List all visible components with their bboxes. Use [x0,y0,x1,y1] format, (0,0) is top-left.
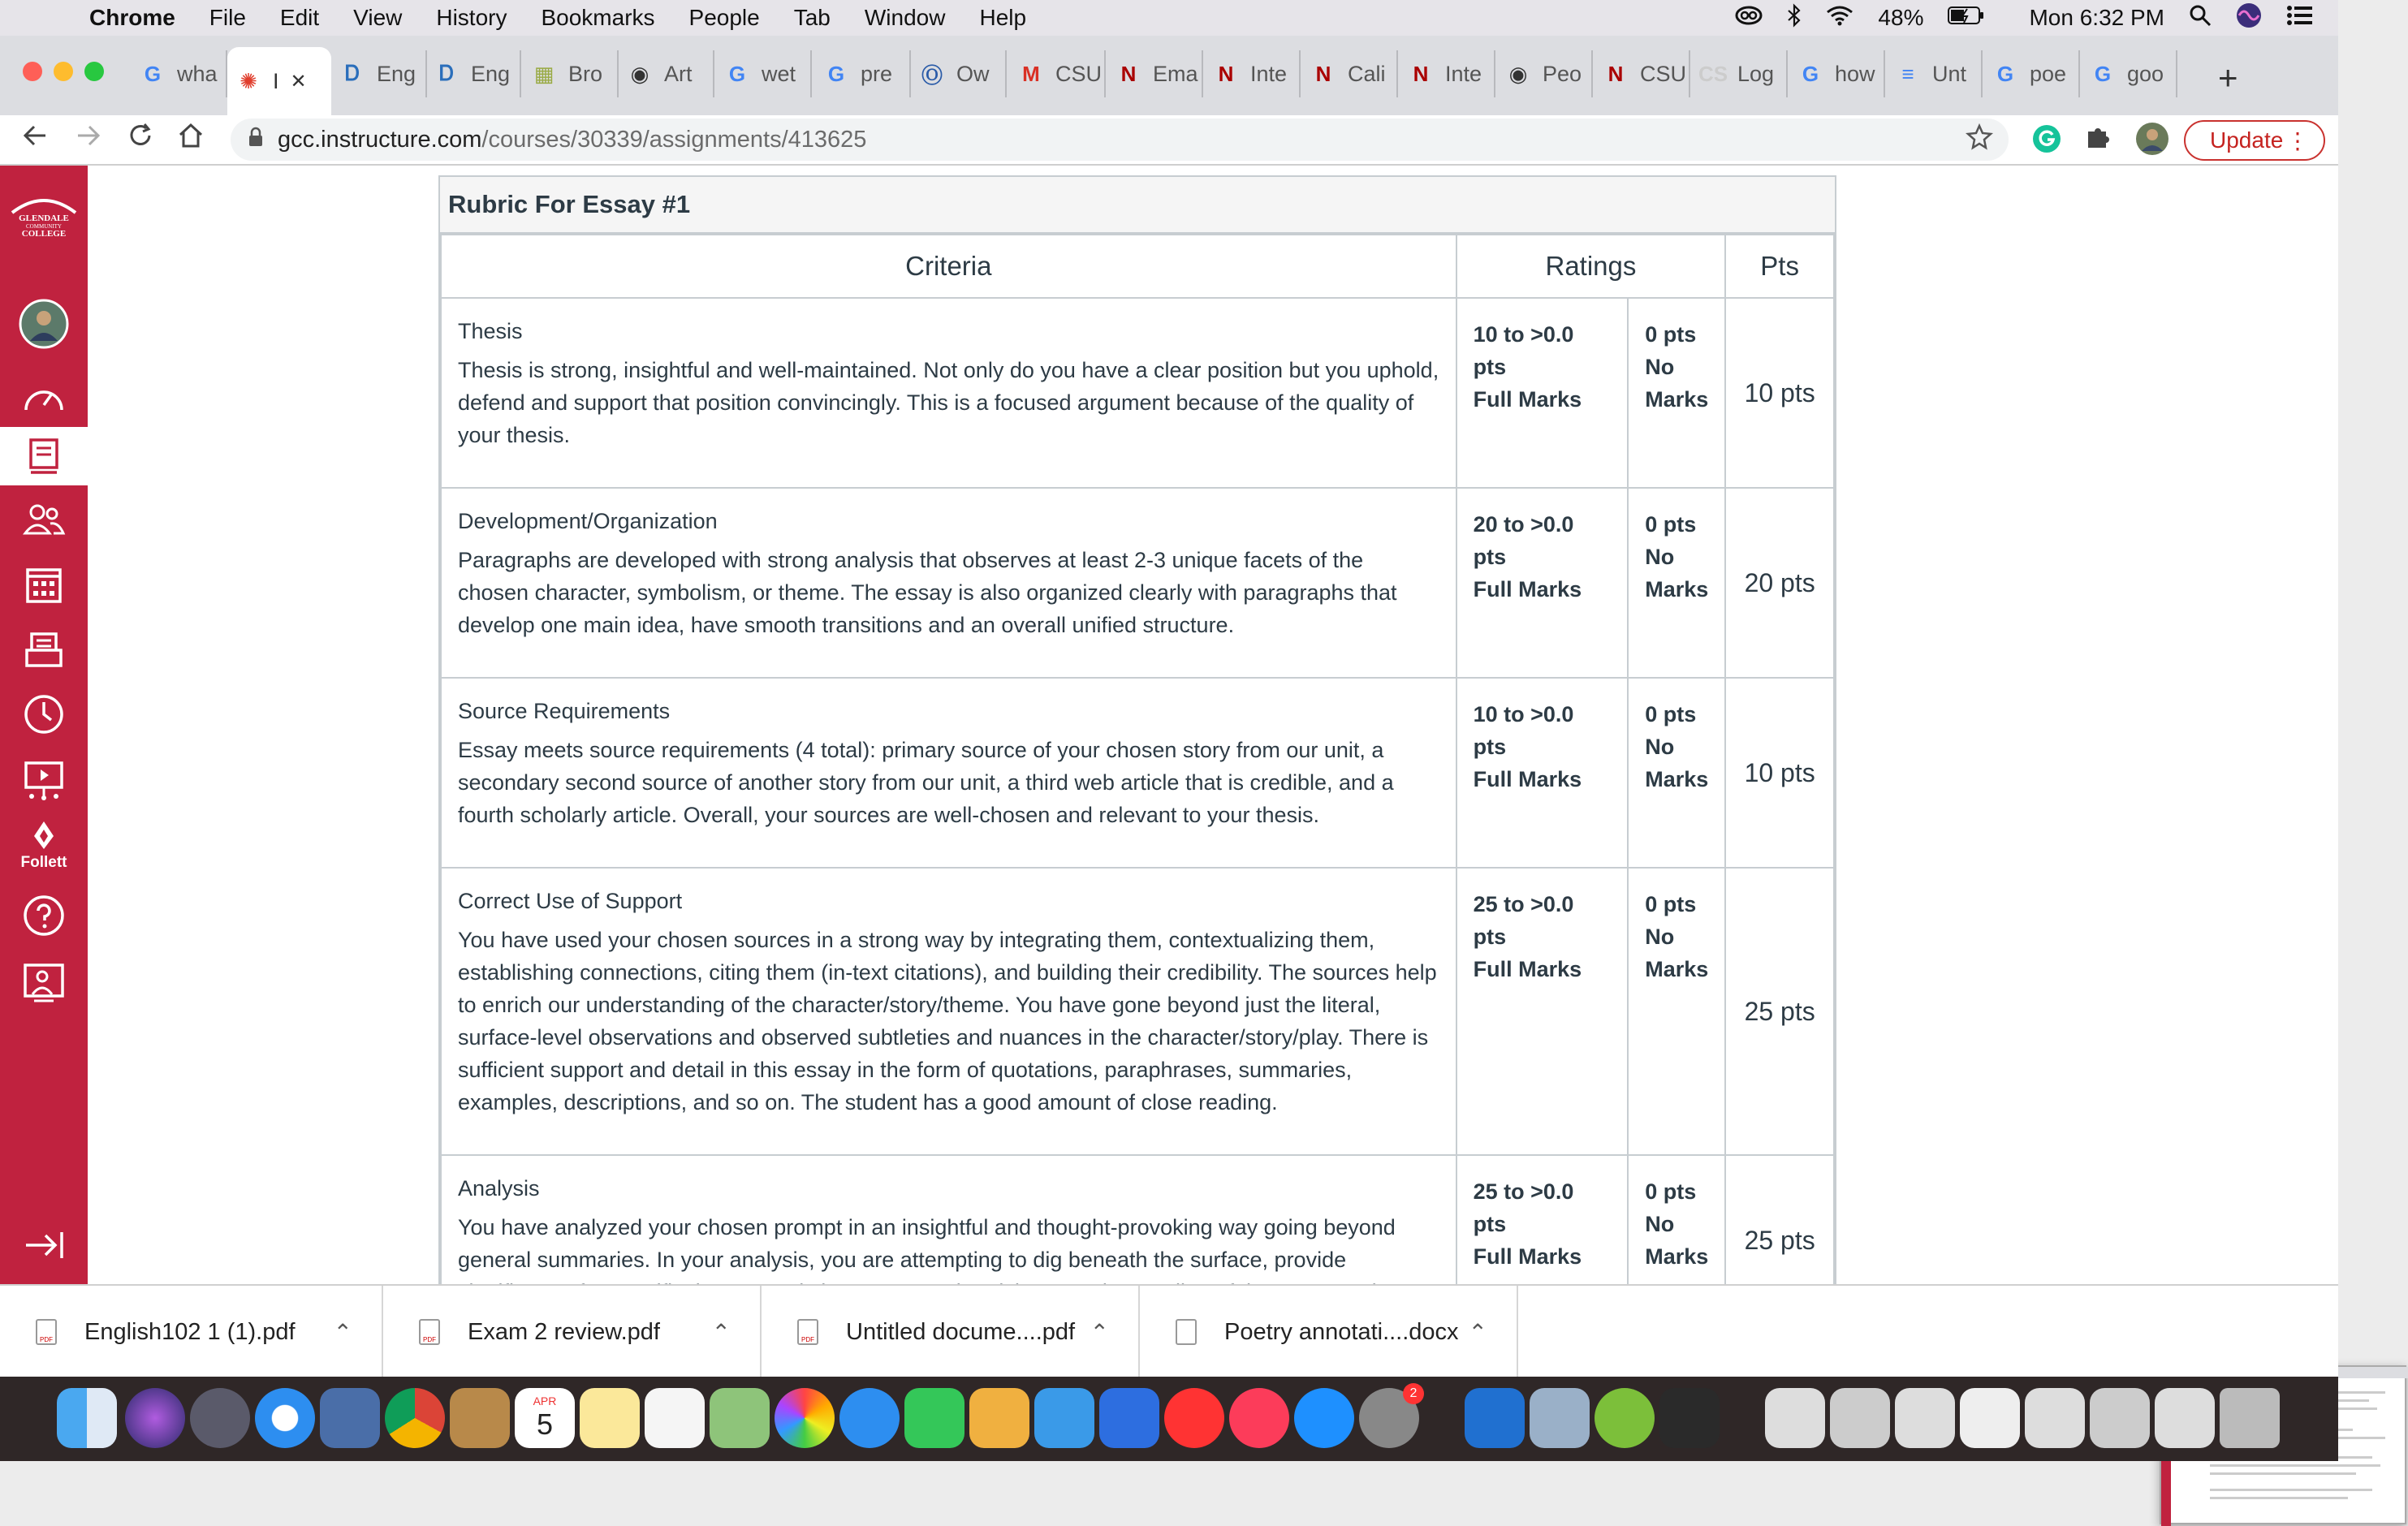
rating-range: 10 to >0.0 pts [1473,322,1574,379]
rubric-criterion-row [441,488,1834,678]
rating-full-marks [1456,868,1629,1155]
document-stack-icon[interactable] [1960,1388,2020,1448]
chrome-icon[interactable] [385,1388,445,1448]
tab-title: Log [1737,61,1775,86]
rating-no-marks [1628,868,1725,1155]
document-file-icon [1176,1319,1197,1345]
criterion-cell [441,678,1456,868]
reload-icon[interactable] [127,122,154,157]
document-stack-icon[interactable] [2155,1388,2215,1448]
google-icon: G [1996,61,2014,86]
history-clock-icon[interactable] [0,682,88,747]
menu-help[interactable]: Help [979,5,1027,30]
rating-points: 0 pts [1645,892,1697,916]
tab-title: wet [762,61,796,86]
tab-title: Cali [1348,61,1386,86]
pdf-file-icon: PDF [36,1319,57,1345]
google-icon: G [144,61,162,86]
rubric-table [440,234,1835,1326]
news-icon[interactable] [1164,1388,1224,1448]
rating-full-marks [1456,488,1629,678]
macos-dock [0,1377,2338,1461]
rating-no-marks [1628,678,1725,868]
tab-title: Unt [1932,61,1967,86]
clock[interactable]: Mon 6:32 PM [2029,5,2164,30]
inbox-icon[interactable] [0,617,88,682]
messages-icon[interactable] [839,1388,900,1448]
download-filename: English102 1 (1).pdf [84,1318,296,1345]
rubric-criterion-row [441,868,1834,1155]
menu-bookmarks[interactable]: Bookmarks [541,5,655,30]
rating-range: 20 to >0.0 pts [1473,512,1574,569]
menu-app-name[interactable]: Chrome [89,5,175,30]
canvas-icon: ✺ [240,68,257,93]
menu-tab[interactable]: Tab [793,5,831,30]
home-icon[interactable] [177,122,205,157]
tab-title: CSU [1640,61,1687,86]
browser-tab[interactable] [1984,50,2080,97]
logo-line-3: COLLEGE [21,229,67,239]
tab-title: wha [177,61,218,86]
browser-tab[interactable] [1887,50,1983,97]
update-label: Update [2210,127,2284,153]
browser-tab[interactable] [1789,50,1885,97]
n-icon: N [1413,61,1429,86]
criterion-description: Essay meets source requirements (4 total): primary source of your chosen story from our unit, a secondary second source of another story from our unit, a third web article that is credible, and a fourth scholarly article. Overall, your sources are well-chosen and relevant to your thesis. [458,738,1394,827]
browser-tab[interactable] [1595,50,1690,97]
siri-icon[interactable] [125,1388,185,1448]
criterion-points: 20 pts [1725,488,1834,678]
criterion-name: Source Requirements [458,699,671,723]
document-stack-icon[interactable] [1830,1388,1890,1448]
rating-label: Full Marks [1473,957,1582,981]
system-preferences-icon[interactable] [1359,1388,1419,1448]
address-bar[interactable] [231,119,2009,161]
download-filename: Exam 2 review.pdf [468,1318,660,1345]
pts-header: Pts [1725,235,1834,298]
forward-arrow-icon[interactable] [75,122,102,157]
tab-title: I [273,68,279,93]
cs-icon: CS [1698,61,1728,86]
criterion-points: 25 pts [1725,1155,1834,1326]
rating-label: No Marks [1645,735,1709,791]
battery-icon[interactable] [1948,5,1985,31]
download-item[interactable] [383,1286,762,1378]
download-filename: Poetry annotati....docx [1224,1318,1459,1345]
n-icon: N [1120,61,1137,86]
criterion-points: 10 pts [1725,678,1834,868]
follett-link[interactable] [0,813,88,878]
rubric-header-row [441,235,1834,298]
logo-line-1: GLENDALE [19,213,69,223]
app-store-icon[interactable] [1294,1388,1354,1448]
gmail-icon: M [1022,61,1040,86]
rubric-title: Rubric For Essay #1 [440,177,1835,234]
launchpad-icon[interactable] [190,1388,250,1448]
docs-icon: ≡ [1901,61,1914,86]
criterion-points: 10 pts [1725,298,1834,488]
new-tab-button[interactable]: + [2218,58,2238,97]
tab-title: Ow [956,61,990,86]
browser-tab[interactable] [227,47,331,115]
rating-full-marks [1456,298,1629,488]
browser-tab-strip [0,36,2338,115]
menu-file[interactable]: File [209,5,246,30]
tab-title: Art [664,61,693,86]
finder-icon[interactable] [57,1388,117,1448]
tab-title: Inte [1445,61,1482,86]
calendar-month: APR [533,1395,557,1407]
close-tab-icon[interactable]: ✕ [290,70,307,93]
canvas-global-nav [0,166,88,1284]
url-path: /courses/30339/assignments/413625 [481,126,867,153]
bookmark-star-icon[interactable] [1966,123,1992,157]
browser-tab[interactable] [619,50,714,97]
browser-tab[interactable] [425,50,521,97]
criterion-description: You have analyzed your chosen prompt in an insightful and thought-provoking way going beyond general summaries. In your analysis, you are attempting to dig beneath the surface, provide [458,1215,1396,1272]
browser-tab[interactable] [1692,50,1788,97]
google-icon: G [827,61,845,86]
browser-tab[interactable] [815,50,911,97]
calendar-icon[interactable] [0,552,88,617]
tab-title: Bro [568,61,603,86]
keynote-icon[interactable] [1099,1388,1159,1448]
document-stack-icon[interactable] [2090,1388,2150,1448]
profile-avatar[interactable] [2135,122,2169,164]
criterion-name: Analysis [458,1176,540,1201]
download-item[interactable] [762,1286,1140,1378]
browser-tab[interactable] [1497,50,1593,97]
groups-icon[interactable] [0,490,88,547]
rating-label: Full Marks [1473,767,1582,791]
extensions-puzzle-icon[interactable] [2085,123,2112,159]
browser-tab[interactable] [1400,50,1495,97]
dashboard-icon[interactable] [0,369,88,425]
browser-tab[interactable] [132,50,227,97]
collapse-nav-icon[interactable] [0,1221,88,1270]
menu-view[interactable]: View [353,5,403,30]
preview-app-icon[interactable] [320,1388,380,1448]
ratings-header: Ratings [1456,235,1726,298]
menu-edit[interactable]: Edit [279,5,320,30]
tab-title: CSU [1055,61,1103,86]
tab-title: Eng [471,61,511,86]
pdf-file-icon: PDF [797,1319,818,1345]
browser-tab[interactable] [1107,50,1203,97]
browser-tab[interactable] [2082,50,2177,97]
download-item[interactable] [0,1286,383,1378]
criterion-cell [441,488,1456,678]
rubric-criterion-row [441,298,1834,488]
n-icon: N [1218,61,1234,86]
zoom-window-icon[interactable] [84,62,104,81]
numbers-icon[interactable] [1034,1388,1094,1448]
chevron-up-icon[interactable]: ⌃ [1090,1319,1109,1345]
criterion-cell [441,868,1456,1155]
image-capture-icon[interactable] [1530,1388,1590,1448]
menu-window[interactable]: Window [864,5,946,30]
menu-history[interactable]: History [436,5,507,30]
tab-title: how [1835,61,1875,86]
more-menu-icon[interactable]: ⋮ [2286,127,2309,153]
rating-label: No Marks [1645,355,1709,412]
browser-tab[interactable] [716,50,812,97]
google-icon: G [1802,61,1819,86]
tutoring-icon[interactable] [0,953,88,1013]
globe-icon: ◉ [1508,61,1528,86]
globe-icon: ◉ [630,61,649,86]
chevron-up-icon[interactable]: ⌃ [1468,1319,1487,1345]
browser-toolbar [0,115,2338,166]
control-center-icon[interactable] [2286,5,2314,32]
facetime-icon[interactable] [904,1388,964,1448]
owl-icon: Ⓞ [921,63,943,88]
rating-no-marks [1628,488,1725,678]
downloads-shelf [0,1284,2338,1377]
n-icon: N [1607,61,1624,86]
google-icon: G [2094,61,2112,86]
rating-label: Full Marks [1473,1244,1582,1269]
battery-percent: 48% [1878,5,1924,30]
studio-icon[interactable] [0,747,88,815]
chevron-up-icon[interactable]: ⌃ [711,1319,731,1345]
turnitin-icon: Ꭰ [345,61,360,85]
rating-label: Full Marks [1473,577,1582,601]
rating-range: 10 to >0.0 pts [1473,702,1574,759]
chevron-up-icon[interactable]: ⌃ [333,1319,352,1345]
safari-icon[interactable] [255,1388,315,1448]
tab-title: Eng [377,61,416,86]
criterion-description: Thesis is strong, insightful and well-maintained. Not only do you have a clear position but you uphold, defend and support that position convincingly. This is a focused argument because of the quality of your thesis. [458,358,1439,447]
rating-label: No Marks [1645,545,1709,601]
browser-tab[interactable] [331,50,427,97]
photos-icon[interactable] [775,1388,835,1448]
browser-tab[interactable] [1205,50,1301,97]
siri-icon[interactable] [2236,2,2262,34]
rating-range: 25 to >0.0 pts [1473,1179,1574,1236]
courses-icon[interactable] [0,427,88,485]
rating-points: 0 pts [1645,702,1697,726]
activity-monitor-icon[interactable] [1659,1388,1720,1448]
wifi-icon[interactable] [1826,5,1853,32]
notes-icon[interactable] [580,1388,640,1448]
pdf-file-icon: PDF [419,1319,440,1345]
spotlight-search-icon[interactable] [2189,4,2212,32]
tab-title: pre [861,61,893,86]
browser-tab[interactable] [911,50,1007,97]
update-chrome-button[interactable] [2184,120,2325,161]
rating-label: Full Marks [1473,387,1582,412]
browser-tab[interactable] [1302,50,1398,97]
criterion-name: Correct Use of Support [458,889,683,913]
logo-line-2: COMMUNITY [26,223,62,230]
rubric [438,175,1836,1328]
download-filename: Untitled docume....pdf [846,1318,1076,1345]
rating-range: 25 to >0.0 pts [1473,892,1574,949]
notification-badge: 2 [1403,1383,1424,1404]
menu-people[interactable]: People [688,5,760,30]
help-icon[interactable] [0,888,88,943]
grammarly-icon[interactable] [2031,123,2062,162]
tab-title: Peo [1543,61,1582,86]
follett-label: Follett [20,854,67,871]
college-logo[interactable] [0,180,88,253]
calendar-day: 5 [536,1407,554,1441]
document-stack-icon[interactable] [1895,1388,1955,1448]
download-item[interactable] [1140,1286,1518,1378]
criterion-cell [441,298,1456,488]
rating-points: 0 pts [1645,512,1697,537]
rubric-criterion-row [441,678,1834,868]
n-icon: N [1315,61,1331,86]
pages-icon[interactable] [969,1388,1029,1448]
criterion-description: Paragraphs are developed with strong analysis that observes at least 2-3 unique facets of the chosen character, symbolism, or theme. The essay is also organized clearly with paragraphs that develop one main idea, have smooth transitions and an overall unified structure. [458,548,1397,637]
criterion-name: Thesis [458,319,523,343]
app-icon[interactable] [1595,1388,1655,1448]
bluetooth-icon[interactable] [1787,4,1802,32]
rating-label: No Marks [1645,1212,1709,1269]
bluetooth-file-exchange-icon[interactable] [1465,1388,1525,1448]
turnitin-icon: Ꭰ [439,61,454,85]
rating-points: 0 pts [1645,1179,1697,1204]
rating-points: 0 pts [1645,322,1697,347]
music-icon[interactable] [1229,1388,1289,1448]
url-domain: gcc.instructure.com [278,126,482,153]
maps-icon[interactable] [710,1388,770,1448]
criterion-name: Development/Organization [458,509,718,533]
minimize-window-icon[interactable] [54,62,73,81]
macos-menubar [0,0,2338,36]
criterion-points: 25 pts [1725,868,1834,1155]
app-icon: ▦ [533,61,555,86]
browser-tab[interactable] [1010,50,1106,97]
tab-title: Ema [1153,61,1198,86]
contacts-icon[interactable] [450,1388,510,1448]
tab-title: poe [2030,61,2067,86]
tab-title: Inte [1250,61,1288,86]
reminders-icon[interactable] [645,1388,705,1448]
assignment-page [88,166,2338,1284]
browser-tab[interactable] [523,50,619,97]
close-window-icon[interactable] [23,62,42,81]
criterion-description: You have used your chosen sources in a strong way by integrating them, contextualizing them, establishing connections, citing them (in-text citations), and building their credibility. The sources help to enrich our understanding of the character/story/theme. You have gone beyond just the literal, surface-level observations and observed subtleties and nuances in the character/story/play. There is sufficient support and detail in this essay in the form of quotations, paraphrases, summaries, examples, descriptions, and so on. The student has a good amount of close reading. [458,928,1437,1114]
back-arrow-icon[interactable] [21,122,49,157]
rating-no-marks [1628,298,1725,488]
lock-icon[interactable] [248,127,263,153]
creative-cloud-icon[interactable] [1735,5,1763,31]
google-icon: G [728,61,746,86]
tab-title: goo [2127,61,2164,86]
rating-label: No Marks [1645,925,1709,981]
account-avatar[interactable] [0,295,88,352]
criteria-header: Criteria [441,235,1456,298]
document-stack-icon[interactable] [1765,1388,1825,1448]
trash-icon[interactable] [2220,1388,2280,1448]
calendar-app-icon[interactable] [515,1388,575,1448]
rating-full-marks [1456,678,1629,868]
document-stack-icon[interactable] [2025,1388,2085,1448]
